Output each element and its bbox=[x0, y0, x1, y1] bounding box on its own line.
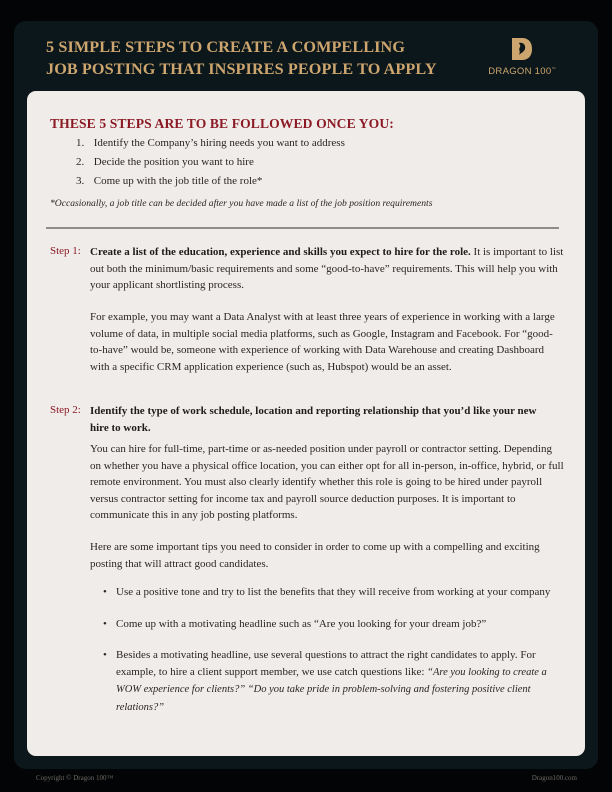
list-item: 2. Decide the position you want to hire bbox=[76, 156, 254, 169]
step-1-example: For example, you may want a Data Analyst with at least three years of experience in working with a large volume of data, in multiple social media platforms, such as Google, Instagram and Facebook. For “good-to-have” would be, someone with experience of working with Data Warehouse and creating Dashboard with a specific CRM application experience (such as, Hubspot) would be an asset. bbox=[90, 311, 555, 373]
list-item: 1. Identify the Company’s hiring needs you want to address bbox=[76, 137, 345, 149]
footnote: *Occasionally, a job title can be decided after you have made a list of the job position requirements bbox=[50, 198, 433, 209]
page-title bbox=[46, 36, 437, 80]
section-divider bbox=[46, 227, 559, 229]
brand-name: DRAGON 100™ bbox=[488, 66, 556, 77]
title-line-1: 5 SIMPLE STEPS TO CREATE A COMPELLING bbox=[46, 38, 406, 56]
copyright-text: Copyright © Dragon 100™ bbox=[36, 774, 114, 782]
bullet-icon: • bbox=[103, 586, 107, 598]
step-2-heading: Identify the type of work schedule, location and reporting relationship that you’d like your new hire to work. bbox=[90, 405, 537, 434]
dragon-d-logo-icon bbox=[511, 36, 533, 62]
tips-intro: Here are some important tips you need to consider in order to come up with a compelling and exciting posting that will attract good candidates. bbox=[90, 541, 540, 570]
brand-logo bbox=[482, 36, 562, 77]
intro-steps-list bbox=[76, 134, 345, 192]
intro-heading: THESE 5 STEPS ARE TO BE FOLLOWED ONCE YOU: bbox=[50, 116, 394, 131]
step-2-label: Step 2: bbox=[50, 404, 81, 416]
list-item: • Besides a motivating headline, use several questions to attract the right candidates to apply. For example, to hire a client support member, we use catch questions like: “Are you looking to create a WOW experience for clients?” “Do you take pride in problem-solving and fostering positive client relations?” bbox=[103, 649, 547, 713]
step-1-description: Create a list of the education, experience and skills you expect to hire for the role. It is important to list out both the minimum/basic requirements and some “good-to-have” requirements. This will help you with your applicant shortlisting process. bbox=[90, 246, 564, 291]
bullet-icon: • bbox=[103, 649, 107, 661]
tips-list bbox=[103, 584, 553, 731]
list-item: • Come up with a motivating headline such as “Are you looking for your dream job?” bbox=[103, 616, 553, 633]
step-1-label: Step 1: bbox=[50, 245, 81, 257]
title-line-2: JOB POSTING THAT INSPIRES PEOPLE TO APPLY bbox=[46, 60, 437, 78]
website-link[interactable]: Dragon100.com bbox=[531, 774, 577, 782]
list-item: 3. Come up with the job title of the role* bbox=[76, 175, 263, 188]
list-item: • Use a positive tone and try to list the benefits that they will receive from working at your company bbox=[103, 584, 553, 601]
step-2-description: You can hire for full-time, part-time or as-needed position under payroll or contractor setting. Depending on whether you have a physical office location, you can either opt for all in-person, in-office, hybrid, or full remote environment. You must also clearly identify whether this role is going to be hired under payroll versus contractor setting for income tax and payroll source deduction purposes. It is important to communicate this in any job posting platforms. bbox=[90, 443, 564, 521]
step-1-heading: Create a list of the education, experience and skills you expect to hire for the role. bbox=[90, 246, 471, 258]
bullet-icon: • bbox=[103, 617, 107, 630]
